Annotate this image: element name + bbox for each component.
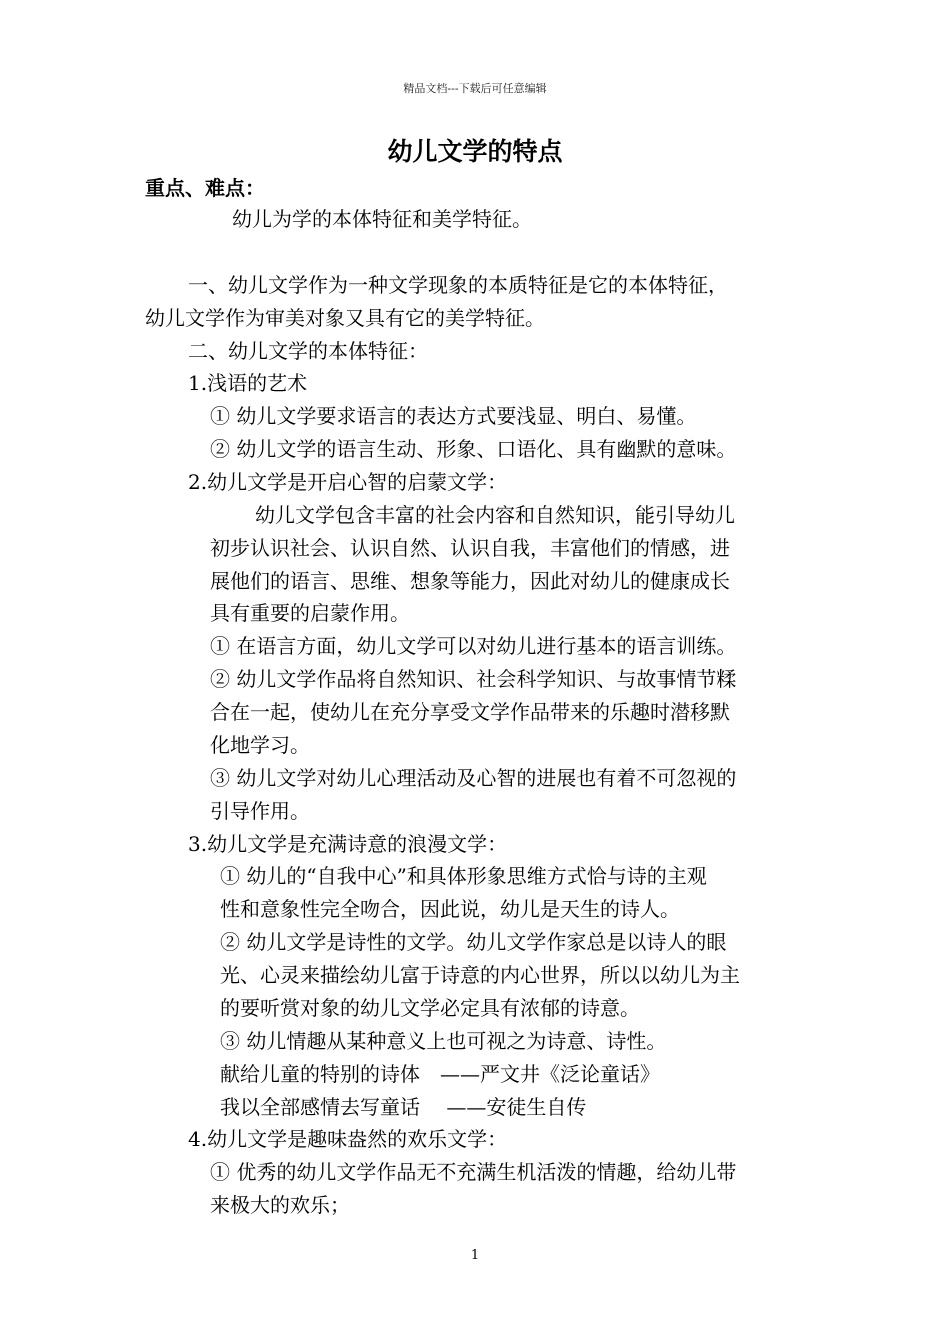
subsection-heading: 2.幼儿文学是开启心智的启蒙文学： xyxy=(188,470,508,494)
text-line: 的要听赏对象的幼儿文学必定具有浓郁的诗意。 xyxy=(220,996,640,1020)
text-line: ② 幼儿文学是诗性的文学。幼儿文学作家总是以诗人的眼 xyxy=(220,930,727,954)
text-line: ① 幼儿的“自我中心”和具体形象思维方式恰与诗的主观 xyxy=(220,864,707,888)
page-number: 1 xyxy=(470,1248,480,1263)
page-header: 精品文档---下载后可任意编辑 xyxy=(403,82,547,95)
text-line: ① 在语言方面，幼儿文学可以对幼儿进行基本的语言训练。 xyxy=(210,634,737,658)
text-line: ① 幼儿文学要求语言的表达方式要浅显、明白、易懂。 xyxy=(210,404,697,428)
text-line: ③ 幼儿情趣从某种意义上也可视之为诗意、诗性。 xyxy=(220,1029,667,1053)
text-line: 展他们的语言、思维、想象等能力，因此对幼儿的健康成长 xyxy=(210,569,730,593)
text-line: ② 幼儿文学的语言生动、形象、口语化、具有幽默的意味。 xyxy=(210,437,737,461)
text-line: 一、幼儿文学作为一种文学现象的本质特征是它的本体特征， xyxy=(188,273,728,297)
text-line: 幼儿文学作为审美对象又具有它的美学特征。 xyxy=(145,306,545,330)
text-line: 具有重要的启蒙作用。 xyxy=(210,601,410,625)
text-line: 合在一起，使幼儿在充分享受文学作品带来的乐趣时潜移默 xyxy=(210,700,730,724)
text-line: 性和意象性完全吻合，因此说，幼儿是天生的诗人。 xyxy=(220,897,680,921)
text-line: ② 幼儿文学作品将自然知识、社会科学知识、与故事情节糅 xyxy=(210,667,737,691)
text-line: 来极大的欢乐； xyxy=(210,1193,350,1217)
text-line: 幼儿文学包含丰富的社会内容和自然知识，能引导幼儿 xyxy=(255,503,735,527)
subsection-heading: 1.浅语的艺术 xyxy=(188,371,308,395)
text-line: 光、心灵来描绘幼儿富于诗意的内心世界，所以以幼儿为主 xyxy=(220,963,740,987)
section-heading: 二、幼儿文学的本体特征： xyxy=(188,339,428,363)
quote-line: 我以全部感情去写童话 ——安徒生自传 xyxy=(220,1095,587,1119)
text-line: 初步认识社会、认识自然、认识自我，丰富他们的情感，进 xyxy=(210,536,730,560)
text-line: 引导作用。 xyxy=(210,799,310,823)
key-points-label: 重点、难点： xyxy=(145,176,265,200)
text-line: 幼儿为学的本体特征和美学特征。 xyxy=(232,207,532,231)
subsection-heading: 4.幼儿文学是趣味盎然的欢乐文学： xyxy=(188,1127,508,1151)
document-title: 幼儿文学的特点 xyxy=(387,137,563,166)
text-line: ③ 幼儿文学对幼儿心理活动及心智的进展也有着不可忽视的 xyxy=(210,766,737,790)
subsection-heading: 3.幼儿文学是充满诗意的浪漫文学： xyxy=(188,832,508,856)
text-line: ① 优秀的幼儿文学作品无不充满生机活泼的情趣，给幼儿带 xyxy=(210,1160,737,1184)
quote-line: 献给儿童的特别的诗体 ——严文井《泛论童话》 xyxy=(220,1062,660,1086)
text-line: 化地学习。 xyxy=(210,733,310,757)
